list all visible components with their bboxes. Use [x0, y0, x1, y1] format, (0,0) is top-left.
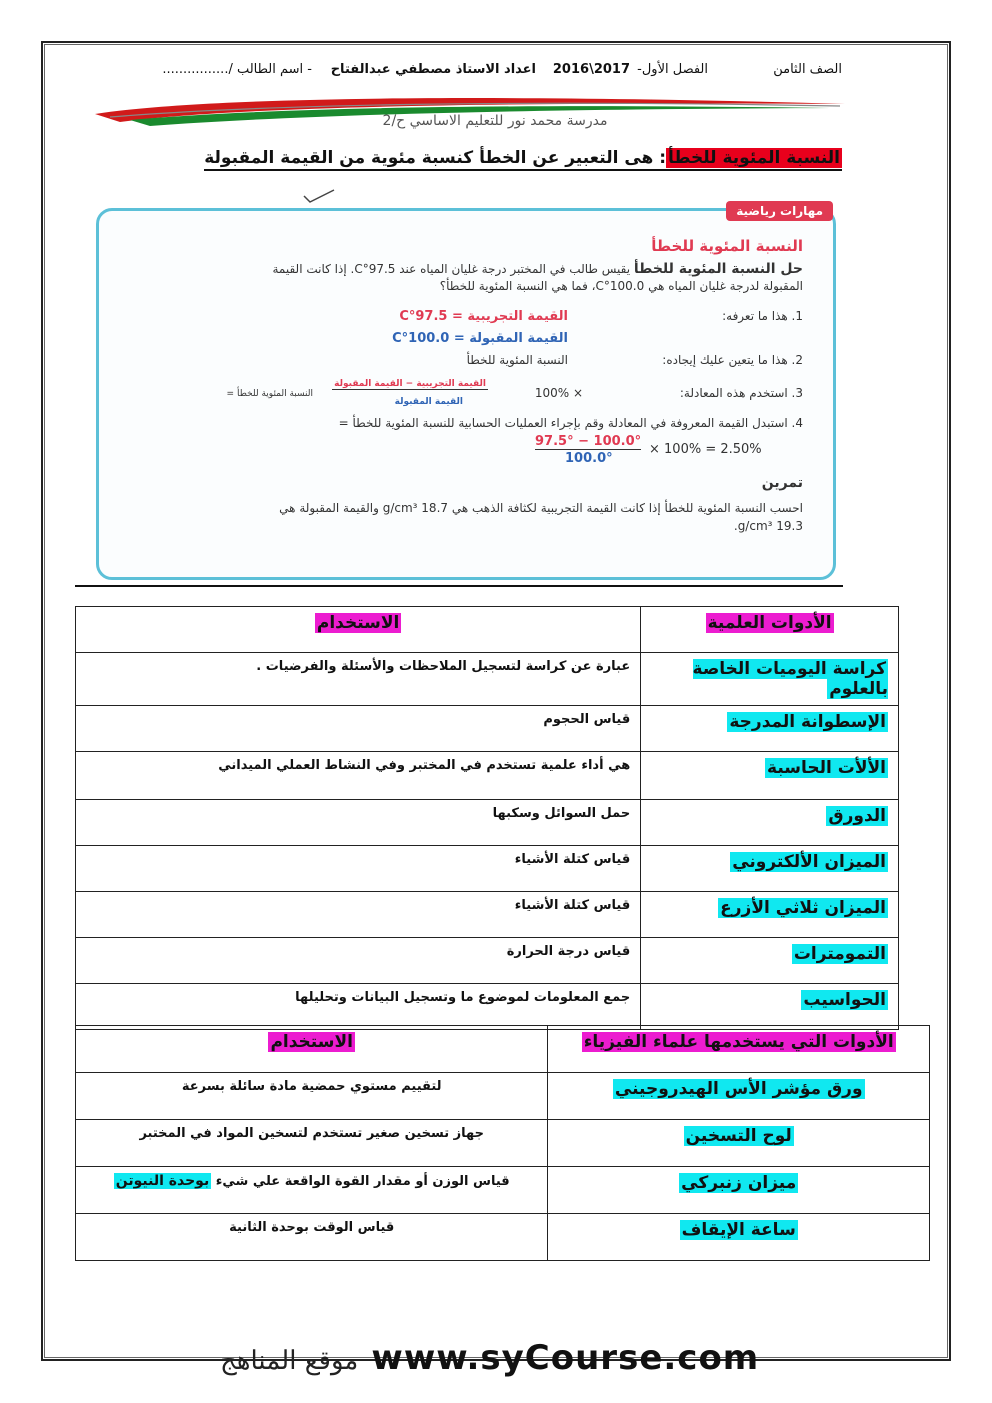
tool-name: الميزان ثلاثي الأزرع	[720, 898, 886, 918]
tool-name: ساعة الإيقاف	[681, 1220, 796, 1240]
school-name: مدرسة محمد نور للتعليم الاساسي ح/2	[382, 113, 608, 129]
table-row	[76, 800, 899, 846]
tool-name: التمومترات	[793, 944, 886, 964]
tool-usage: هي أداء علمية تستخدم في المختبر وفي النشاط العملي الميداني	[76, 752, 641, 800]
problem-head: حل النسبة المئوية للخطأ	[633, 261, 803, 277]
usage-header: الاستخدام	[316, 613, 400, 633]
tool-name: الميزان الألكتروني	[732, 852, 886, 872]
tool-name: الحواسيب	[803, 990, 886, 1010]
excerpt-title: النسبة المئوية للخطأ	[651, 237, 803, 255]
step-4-result: × 100% = 2.50%	[649, 442, 762, 457]
tool-name: ورق مؤشر الأس الهيدروجيني	[614, 1079, 863, 1099]
table-row	[76, 706, 899, 752]
footer-watermark	[220, 1338, 759, 1378]
student-name-field: - اسم الطالب /................	[162, 62, 312, 77]
math-skills-tag: مهارات رياضية	[726, 201, 833, 221]
step-4: 4. استبدل القيمة المعروفة في المعادلة وقم بإجراء العمليات الحسابية للنسبة المئوية للخطأ =	[338, 416, 803, 430]
problem-line-1	[272, 261, 803, 277]
footer-site: www.syCourse.com	[371, 1338, 760, 1378]
tool-name: الدورق	[828, 806, 886, 826]
exercise-line-1: احسب النسبة المئوية للخطأ إذا كانت القيمة التجريبية لكثافة الذهب هي 18.7 g/cm³ والقيمة المقبولة هي	[279, 501, 803, 515]
table-row	[76, 1073, 930, 1120]
table-row	[76, 1167, 930, 1214]
physics-tools-header: الأدوات التي يستخدمها علماء الفيزياء	[583, 1032, 894, 1052]
table-header-row	[76, 607, 899, 653]
table-row	[76, 752, 899, 800]
step-3: 3. استخدم هذه المعادلة:	[679, 386, 803, 400]
step-4-numerator: 97.5° − 100.0°	[535, 434, 642, 449]
table-row	[76, 1120, 930, 1167]
tool-usage: جهاز تسخين صغير تستخدم لتسخين المواد في المختبر	[139, 1126, 484, 1141]
table-header-row	[76, 1026, 930, 1073]
definition-line	[204, 148, 842, 171]
physics-usage-header: الاستخدام	[270, 1032, 353, 1052]
tool-name: كراسة اليوميات الخاصة بالعلوم	[692, 659, 888, 699]
tool-usage: لتقييم مستوي حمضية مادة سائلة بسرعة	[181, 1079, 442, 1094]
step-2-value: النسبة المئوية للخطأ	[466, 353, 568, 367]
accepted-value: القيمة المقبولة = 100.0°C	[392, 331, 568, 346]
scientific-tools-table	[75, 606, 899, 1030]
table-row	[76, 892, 899, 938]
table-row	[76, 846, 899, 892]
tools-header: الأدوات العلمية	[707, 613, 832, 633]
table-row	[76, 984, 899, 1030]
footer-label: موقع المناهج	[220, 1346, 359, 1376]
tool-usage: قياس الوزن أو مقدار القوة الواقعة علي شيء	[211, 1174, 510, 1189]
problem-line-2: المقبولة لدرجة غليان المياه هي 100.0°C، فما هي النسبة المئوية للخطأ؟	[439, 279, 803, 293]
tool-usage: جمع المعلومات لموضوع ما وتسجيل البيانات وتحليلها	[76, 984, 641, 1030]
step-3-numerator: القيمة التجريبية − القيمة المقبولة	[334, 379, 486, 389]
step-4-denominator: 100.0°	[565, 451, 613, 466]
tool-name: ميزان زنبركي	[681, 1173, 797, 1193]
problem-text-1: يقيس طالب في المختبر درجة غليان المياه عند 97.5°C. إذا كانت القيمة	[272, 262, 631, 276]
grade-label: الصف الثامن	[773, 62, 842, 77]
tool-name: لوح التسخين	[685, 1126, 792, 1146]
term-label: الفصل الأول-	[637, 62, 708, 77]
textbook-excerpt	[96, 204, 836, 580]
tool-usage: عبارة عن كراسة لتسجيل الملاحظات والأسئلة والفرضيات .	[76, 653, 641, 706]
step-2: 2. هذا ما يتعين عليك إيجاده:	[662, 353, 803, 367]
step-3-lhs: النسبة المئوية للخطأ =	[226, 389, 313, 399]
tool-usage: حمل السوائل وسكبها	[76, 800, 641, 846]
tool-usage: قياس الحجوم	[76, 706, 641, 752]
tool-name: الألأت الحاسبة	[767, 758, 886, 778]
prepared-by: اعداد الاستاذ مصطفي عبدالفتاح	[330, 62, 536, 77]
table-row	[76, 938, 899, 984]
step-1: 1. هذا ما تعرفه:	[722, 309, 803, 323]
step-3-denominator: القيمة المقبولة	[394, 397, 463, 407]
tool-usage: قياس الوقت بوحدة الثانية	[229, 1220, 395, 1235]
physics-tools-table	[75, 1025, 930, 1261]
tool-name: الإسطوانة المدرجة	[729, 712, 886, 732]
step-3-mult: × 100%	[534, 386, 583, 400]
experimental-value: القيمة التجريبية = 97.5°C	[399, 309, 568, 324]
exercise-line-2: 19.3 g/cm³.	[733, 519, 803, 533]
tool-usage: قياس درجة الحرارة	[76, 938, 641, 984]
year-label: 2017\2016	[552, 62, 630, 77]
section-divider	[75, 585, 843, 587]
table-row	[76, 653, 899, 706]
exercise-title: تمرين	[761, 475, 803, 491]
tool-usage: قياس كتلة الأشياء	[76, 892, 641, 938]
definition-term: النسبة المئوية للخطأ	[668, 148, 840, 168]
table-row	[76, 1214, 930, 1261]
checkmark-icon	[302, 188, 336, 204]
tool-usage: قياس كتلة الأشياء	[76, 846, 641, 892]
definition-text: : هى التعبير عن الخطأ كنسبة مئوية من القيمة المقبولة	[204, 148, 667, 168]
unit-highlight: بوحدة النيوتن	[115, 1173, 210, 1189]
